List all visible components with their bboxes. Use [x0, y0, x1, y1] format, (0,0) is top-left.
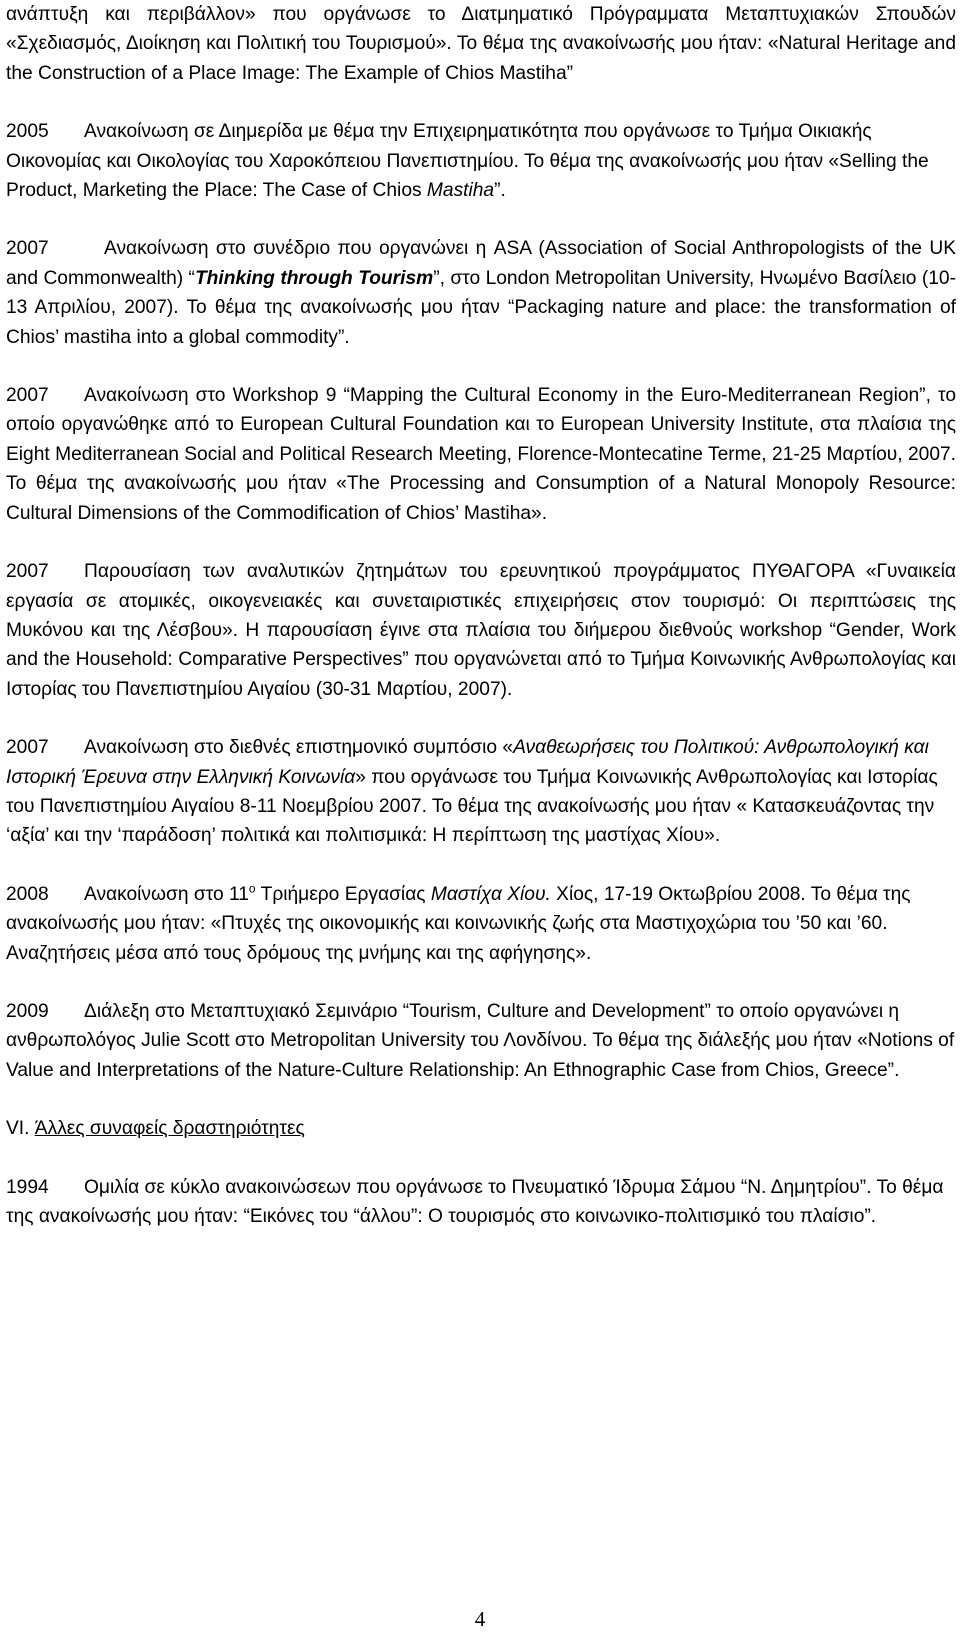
entry-superscript: ο	[248, 881, 256, 896]
entry-text-b: » που οργάνωσε του Τμήμα Κοινωνικής Ανθρωπολογίας και Ιστορίας του Πανεπιστημίου Αιγαίου 8-11 Νοεμβρίου 2007. Το θέμα της ανακοίνωσής μου ήταν « Κατασκευάζοντας την ‘αξία’ και την ‘παράδοση’ πολιτικά και πολιτισμικά: Η περίπτωση της μαστίχας Χίου».	[6, 766, 938, 847]
entry-year: 2005	[6, 121, 49, 143]
section-heading	[6, 1114, 956, 1143]
entry-year: 2008	[6, 883, 49, 905]
entry-1994	[6, 1173, 956, 1232]
entry-text: Ομιλία σε κύκλο ανακοινώσεων που οργάνωσε το Πνευματικό Ίδρυμα Σάμου “Ν. Δημητρίου”. Το θέμα της ανακοίνωσής μου ήταν: “Εικόνες του “άλλου”: Ο τουρισμός στο κοινωνικο-πολιτισμικό του πλαίσιο”.	[6, 1176, 944, 1227]
entry-italic: Μαστίχα Χίου.	[430, 883, 551, 905]
entry-year: 2007	[6, 238, 49, 260]
entry-text-b: ”, στο London Metropolitan University, Ηνωμένο Βασίλειο (10-13 Απριλίου, 2007). Το θέμα της ανακοίνωσής μου ήταν “Packaging nature and place: the transformation of Chios’ mastiha into a global commodity”.	[6, 267, 956, 348]
entry-2009	[6, 997, 956, 1085]
section-number: VI.	[6, 1118, 35, 1140]
entry-year: 2007	[6, 737, 49, 759]
entry-2008	[6, 880, 956, 968]
entry-bold-italic: Thinking through Tourism	[194, 267, 434, 289]
section-title: Άλλες συναφείς δραστηριότητες	[34, 1118, 305, 1140]
entry-2007-asa	[6, 234, 956, 352]
entry-year: 1994	[6, 1176, 49, 1198]
page-number: 4	[474, 1607, 486, 1631]
paragraph-continuation	[6, 0, 956, 88]
entry-2005	[6, 117, 956, 205]
entry-text: Διάλεξη στο Μεταπτυχιακό Σεμινάριο “Tourism, Culture and Development” το οποίο οργανώνει η ανθρωπολόγος Julie Scott στο Metropolitan University του Λονδίνου. Το θέμα της διάλεξής μου ήταν «Notions of Value and Interpretations of the Nature-Culture Relationship: An Ethnographic Case from Chios, Greece”.	[6, 1000, 955, 1081]
entry-italic: Mastiha	[426, 180, 495, 202]
entry-text-b: Τριήμερο Εργασίας	[255, 883, 431, 905]
entry-text: Παρουσίαση των αναλυτικών ζητημάτων του ερευνητικού προγράμματος ΠΥΘΑΓΟΡΑ «Γυναικεία εργασία σε ατομικές, οικογενειακές και συνεταιριστικές επιχειρήσεις στον τουρισμό: Οι περιπτώσεις της Μυκόνου και της Λέσβου». Η παρουσίαση έγινε στα πλαίσια του διήμερου διεθνούς workshop “Gender, Work and the Household: Comparative Perspectives” που οργανώνεται από το Τμήμα Κοινωνικής Ανθρωπολογίας και Ιστορίας του Πανεπιστημίου Αιγαίου (30-31 Μαρτίου, 2007).	[6, 561, 956, 700]
entry-text-a: Ανακοίνωση στο συνέδριο που οργανώνει η ASA (Association of Social Anthropologists of the UK and Commonwealth) “	[6, 238, 956, 289]
entry-2007-pythagoras	[6, 557, 956, 704]
entry-italic: Αναθεωρήσεις του Πολιτικού: Ανθρωπολογική και Ιστορική Έρευνα στην Ελληνική Κοινωνία	[6, 737, 929, 788]
document-page	[6, 0, 956, 1260]
entry-year: 2007	[6, 385, 49, 407]
entry-year: 2007	[6, 561, 49, 583]
entry-2007-workshop	[6, 381, 956, 528]
entry-text-a: Ανακοίνωση στο 11	[84, 883, 249, 905]
entry-text-a: Ανακοίνωση στο διεθνές επιστημονικό συμπόσιο «	[84, 737, 514, 759]
entry-end: ”.	[494, 180, 506, 202]
entry-year: 2009	[6, 1000, 49, 1022]
entry-text: Ανακοίνωση στο Workshop 9 “Mapping the Cultural Economy in the Euro-Mediterranean Region”, το οποίο οργανώθηκε από το European Cultural Foundation και το European University Institute, στα πλαίσια της Eight Mediterranean Social and Political Research Meeting, Florence-Montecatine Terme, 21-25 Μαρτίου, 2007. Το θέμα της ανακοίνωσής μου ήταν «The Processing and Consumption of a Natural Monopoly Resource: Cultural Dimensions of the Commodification of Chios’ Mastiha».	[6, 385, 956, 524]
entry-text: Ανακοίνωση σε Διημερίδα με θέμα την Επιχειρηματικότητα που οργάνωσε το Τμήμα Οικιακής Οικονομίας και Οικολογίας του Χαροκόπειου Πανεπιστημίου. Το θέμα της ανακοίνωσής μου ήταν «Selling the Product, Marketing the Place: The Case of Chios	[6, 121, 929, 202]
entry-text-c: Χίος, 17-19 Οκτωβρίου 2008. Το θέμα της ανακοίνωσής μου ήταν: «Πτυχές της οικονομικής και κοινωνικής ζωής στα Μαστιχοχώρια του ’50 και ’60. Αναζητήσεις μέσα από τους δρόμους της μνήμης και της αφήγησης».	[6, 883, 911, 964]
entry-2007-symposium	[6, 733, 956, 851]
paragraph-text: ανάπτυξη και περιβάλλον» που οργάνωσε το Διατμηματικό Πρόγραμματα Μεταπτυχιακών Σπουδών «Σχεδιασμός, Διοίκηση και Πολιτική του Τουρισμού». Το θέμα της ανακοίνωσής μου ήταν: «Natural Heritage and the Construction of a Place Image: The Example of Chios Mastiha”	[6, 4, 956, 84]
